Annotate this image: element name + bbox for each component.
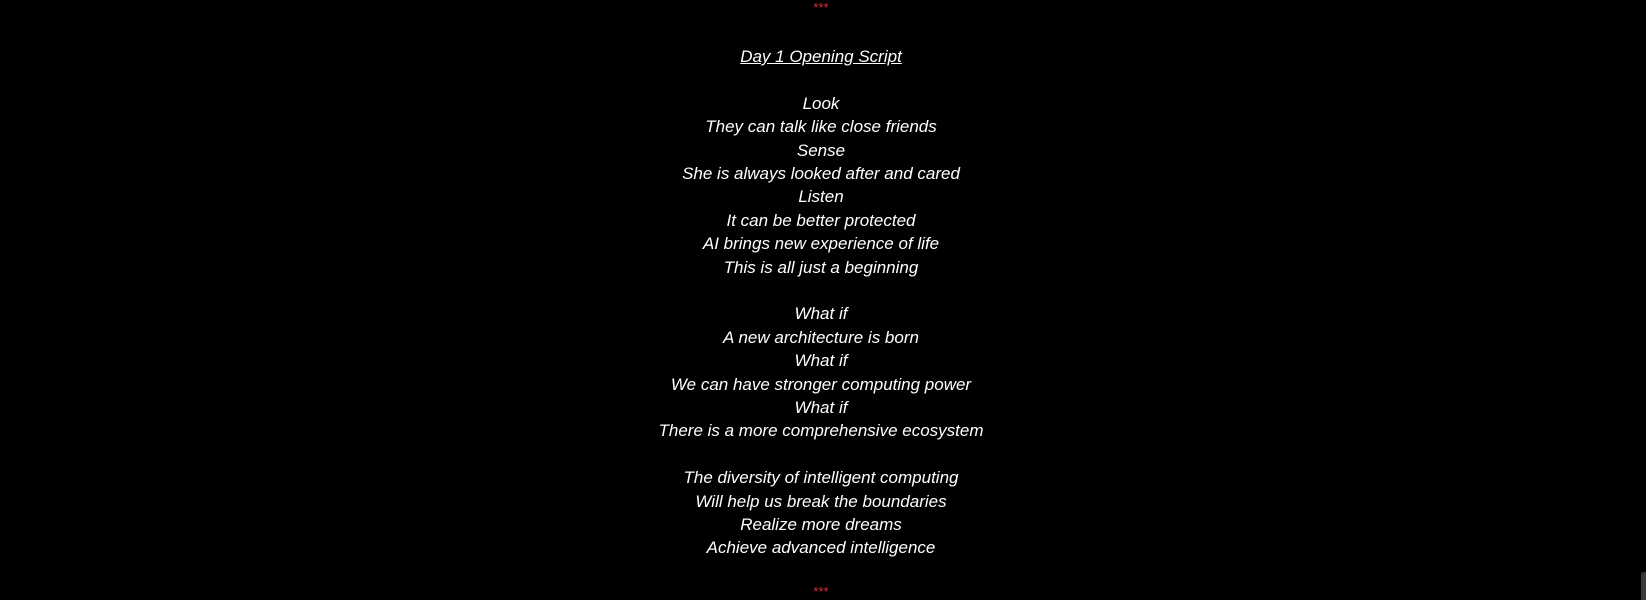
stanza-2 [0, 302, 1642, 442]
script-line: Sense [796, 140, 846, 160]
opening-script [0, 45, 1642, 560]
script-line: She is always looked after and cared [682, 164, 960, 184]
script-line: This is all just a beginning [723, 257, 919, 277]
stanza-gap [0, 443, 1642, 466]
stanza-1 [0, 92, 1642, 279]
scrollbar-thumb[interactable] [1641, 572, 1646, 600]
script-line: What if [794, 304, 848, 324]
script-line: It can be better protected [726, 210, 916, 230]
script-line: We can have stronger computing power [670, 374, 972, 394]
separator-top: *** [813, 0, 829, 15]
script-line: They can talk like close friends [705, 117, 937, 137]
script-line: What if [794, 351, 848, 371]
separator-bottom: *** [813, 584, 829, 599]
script-line: The diversity of intelligent computing [683, 468, 959, 488]
script-line: There is a more comprehensive ecosystem [658, 421, 984, 441]
script-line: A new architecture is born [723, 327, 919, 347]
stanza-3 [0, 466, 1642, 560]
script-line: Realize more dreams [740, 515, 902, 535]
script-line: Look [802, 93, 840, 113]
script-line: Listen [798, 187, 844, 207]
stanza-gap [0, 279, 1642, 302]
script-line: AI brings new experience of life [702, 234, 940, 254]
script-line: What if [794, 398, 848, 418]
stanza-gap [0, 68, 1642, 91]
script-title: Day 1 Opening Script [740, 47, 902, 66]
script-line: Achieve advanced intelligence [706, 538, 936, 558]
script-line: Will help us break the boundaries [695, 491, 947, 511]
